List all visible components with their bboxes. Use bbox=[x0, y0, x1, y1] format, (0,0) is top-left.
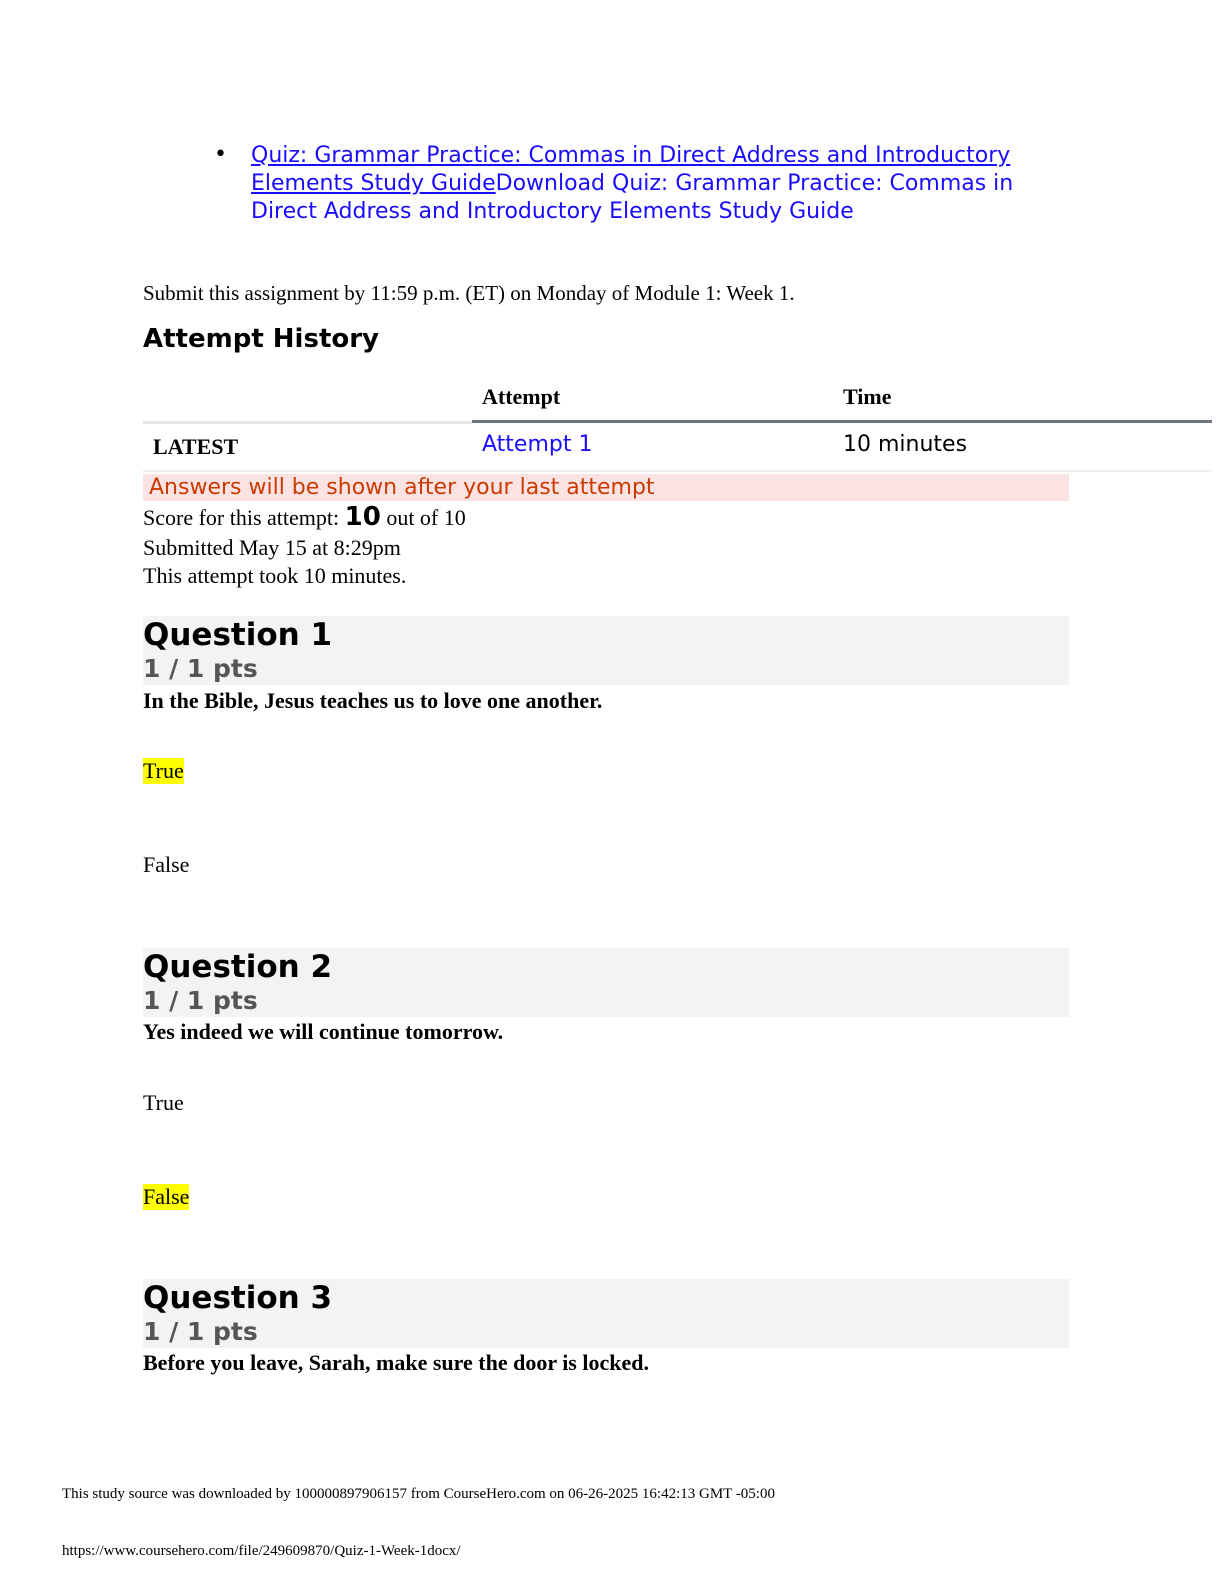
column-header-time: Time bbox=[843, 384, 892, 409]
column-header-attempt: Attempt bbox=[482, 384, 561, 409]
question-1-answer-true[interactable]: True bbox=[143, 758, 184, 783]
bullet-icon: • bbox=[214, 142, 227, 167]
table-row-divider bbox=[143, 470, 1212, 472]
due-date-text: Submit this assignment by 11:59 p.m. (ET) on Monday of Module 1: Week 1. bbox=[143, 281, 795, 305]
question-1-header bbox=[143, 616, 1069, 685]
question-2-answer-false[interactable]: False bbox=[143, 1184, 190, 1209]
question-title: Question 2 bbox=[143, 949, 333, 985]
attempt-time-value: 10 minutes bbox=[843, 432, 968, 457]
question-3-header bbox=[143, 1279, 1069, 1348]
score-value: 10 bbox=[344, 502, 381, 532]
question-1-answer-false[interactable]: False bbox=[143, 852, 190, 877]
source-url[interactable]: https://www.coursehero.com/file/249609870/Quiz-1-Week-1docx/ bbox=[62, 1543, 461, 1559]
answers-notice-banner: Answers will be shown after your last attempt bbox=[143, 474, 1069, 501]
study-guide-link[interactable]: Quiz: Grammar Practice: Commas in Direct Address and Introductory Elements Study Guide bbox=[251, 143, 1011, 196]
question-points: 1 / 1 pts bbox=[143, 1317, 258, 1346]
question-2-header bbox=[143, 948, 1069, 1017]
score-prefix: Score for this attempt: bbox=[143, 505, 345, 530]
question-title: Question 3 bbox=[143, 1280, 333, 1316]
question-2-answer-true[interactable]: True bbox=[143, 1090, 184, 1115]
row-label-latest: LATEST bbox=[153, 434, 239, 459]
study-guide-item bbox=[251, 142, 1021, 226]
table-header-divider-dark bbox=[472, 420, 1212, 423]
attempt-1-link[interactable]: Attempt 1 bbox=[482, 432, 593, 457]
download-note: This study source was downloaded by 100000897906157 from CourseHero.com on 06-26-2025 16:42:13 GMT -05:00 bbox=[62, 1486, 775, 1502]
score-line bbox=[143, 502, 466, 532]
score-suffix: out of 10 bbox=[380, 505, 466, 530]
submitted-time: Submitted May 15 at 8:29pm bbox=[143, 535, 401, 560]
table-header-divider bbox=[143, 421, 472, 424]
study-guide-download-link[interactable]: Download Quiz: Grammar Practice: Commas in Direct Address and Introductory Elements Study Guide bbox=[251, 171, 1014, 224]
question-points: 1 / 1 pts bbox=[143, 986, 258, 1015]
question-2-text: Yes indeed we will continue tomorrow. bbox=[143, 1019, 504, 1044]
question-title: Question 1 bbox=[143, 617, 333, 653]
question-points: 1 / 1 pts bbox=[143, 654, 258, 683]
attempt-duration: This attempt took 10 minutes. bbox=[143, 563, 407, 588]
question-1-text: In the Bible, Jesus teaches us to love one another. bbox=[143, 688, 603, 713]
attempt-history-heading: Attempt History bbox=[143, 324, 380, 354]
question-3-text: Before you leave, Sarah, make sure the door is locked. bbox=[143, 1350, 649, 1375]
